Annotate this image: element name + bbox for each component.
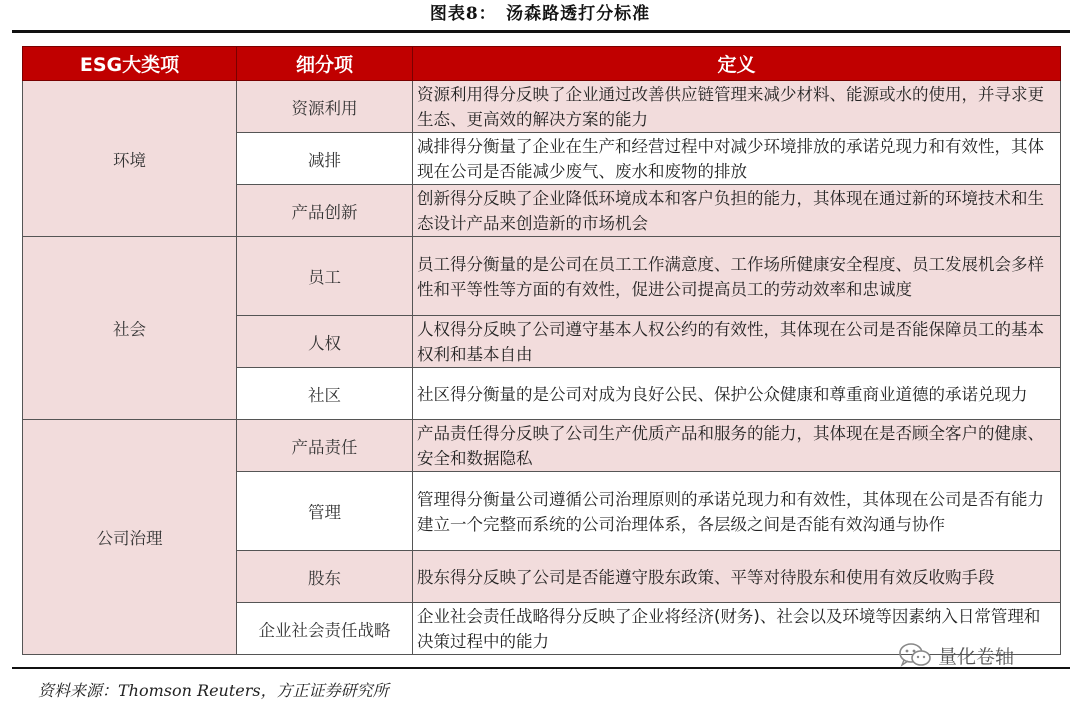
definition-cell: 企业社会责任战略得分反映了企业将经济(财务)、社会以及环境等因素纳入日常管理和决策过程中的能力 bbox=[413, 603, 1061, 655]
definition-cell: 人权得分反映了公司遵守基本人权公约的有效性，其体现在公司是否能保障员工的基本权利和基本自由 bbox=[413, 316, 1061, 368]
definition-cell: 资源利用得分反映了企业通过改善供应链管理来减少材料、能源或水的使用，并寻求更生态、更高效的解决方案的能力 bbox=[413, 81, 1061, 133]
top-rule bbox=[12, 30, 1070, 33]
table-row bbox=[23, 420, 1061, 472]
definition-cell: 股东得分反映了公司是否能遵守股东政策、平等对待股东和使用有效反收购手段 bbox=[413, 551, 1061, 603]
table-row bbox=[23, 237, 1061, 316]
definition-cell: 创新得分反映了企业降低环境成本和客户负担的能力，其体现在通过新的环境技术和生态设计产品来创造新的市场机会 bbox=[413, 185, 1061, 237]
watermark bbox=[898, 640, 1014, 670]
subitem-cell: 社区 bbox=[237, 368, 413, 420]
subitem-cell: 减排 bbox=[237, 133, 413, 185]
header-definition: 定义 bbox=[413, 47, 1061, 81]
definition-cell: 减排得分衡量了企业在生产和经营过程中对减少环境排放的承诺兑现力和有效性，其体现在公司是否能减少废气、废水和废物的排放 bbox=[413, 133, 1061, 185]
bottom-rule bbox=[12, 667, 1070, 669]
wechat-icon bbox=[898, 642, 932, 668]
esg-scoring-table bbox=[22, 46, 1061, 655]
header-category: ESG大类项 bbox=[23, 47, 237, 81]
watermark-text: 量化卷轴 bbox=[938, 645, 1015, 668]
subitem-cell: 员工 bbox=[237, 237, 413, 316]
table-row bbox=[23, 81, 1061, 133]
subitem-cell: 人权 bbox=[237, 316, 413, 368]
category-governance: 公司治理 bbox=[23, 420, 237, 655]
subitem-cell: 资源利用 bbox=[237, 81, 413, 133]
subitem-cell: 企业社会责任战略 bbox=[237, 603, 413, 655]
definition-cell: 员工得分衡量的是公司在员工工作满意度、工作场所健康安全程度、员工发展机会多样性和平等性等方面的有效性，促进公司提高员工的劳动效率和忠诚度 bbox=[413, 237, 1061, 316]
category-social: 社会 bbox=[23, 237, 237, 420]
category-environment: 环境 bbox=[23, 81, 237, 237]
subitem-cell: 产品创新 bbox=[237, 185, 413, 237]
subitem-cell: 管理 bbox=[237, 472, 413, 551]
definition-cell: 管理得分衡量公司遵循公司治理原则的承诺兑现力和有效性，其体现在公司是否有能力建立一个完整而系统的公司治理体系，各层级之间是否能有效沟通与协作 bbox=[413, 472, 1061, 551]
header-subitem: 细分项 bbox=[237, 47, 413, 81]
source-note: 资料来源：Thomson Reuters，方正证券研究所 bbox=[38, 681, 389, 700]
definition-cell: 社区得分衡量的是公司对成为良好公民、保护公众健康和尊重商业道德的承诺兑现力 bbox=[413, 368, 1061, 420]
subitem-cell: 产品责任 bbox=[237, 420, 413, 472]
subitem-cell: 股东 bbox=[237, 551, 413, 603]
figure-title: 图表8： 汤森路透打分标准 bbox=[429, 4, 651, 24]
definition-cell: 产品责任得分反映了公司生产优质产品和服务的能力，其体现在是否顾全客户的健康、安全和数据隐私 bbox=[413, 420, 1061, 472]
